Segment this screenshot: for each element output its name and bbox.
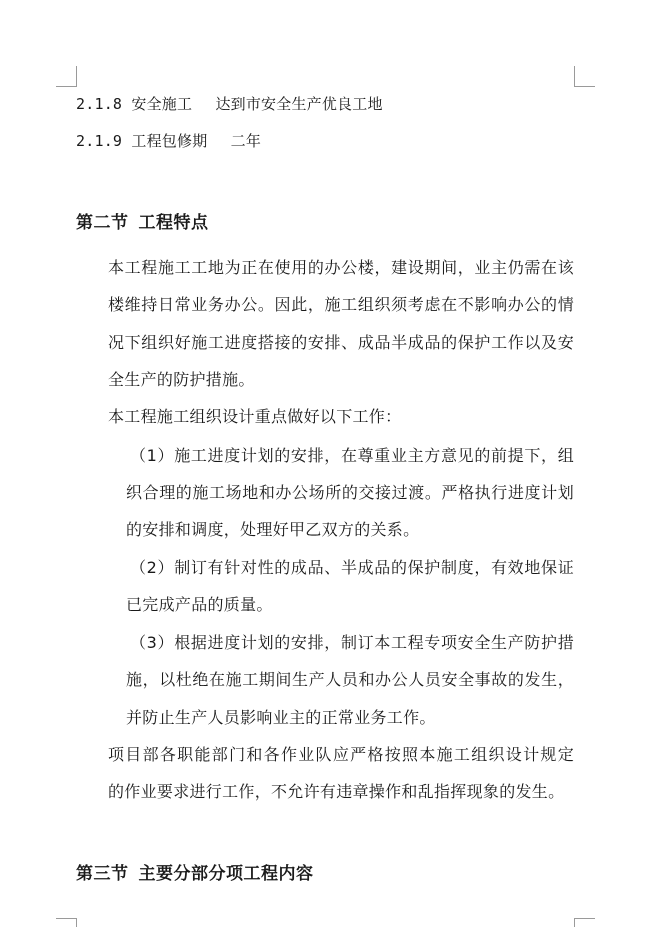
section-number: 第二节 [76,213,129,233]
paragraph-line: 况下组织好施工进度搭接的安排、成品半成品的保护工作以及安 [108,333,574,352]
spec-value: 二年 [230,132,262,150]
paragraph-line: 本工程施工工地为正在使用的办公楼，建设期间，业主仍需在该 [108,258,574,277]
list-item-line: 的安排和调度，处理好甲乙双方的关系。 [126,520,420,539]
list-item-line: 已完成产品的质量。 [126,595,273,614]
list-item-line: 施，以杜绝在施工期间生产人员和办公人员安全事故的发生， [126,670,574,689]
intro-line: 本工程施工组织设计重点做好以下工作： [108,407,402,426]
list-item-line: （3）根据进度计划的安排，制订本工程专项安全生产防护措 [130,633,574,652]
spec-number: 2.1.9 [76,132,123,150]
section-title: 工程特点 [138,213,209,233]
section-heading-3 [76,864,314,884]
spec-value: 达到市安全生产优良工地 [215,95,383,113]
list-item-line: （1）施工进度计划的安排，在尊重业主方意见的前提下，组 [130,446,574,465]
section-title: 主要分部分项工程内容 [138,864,314,884]
paragraph-line: 楼维持日常业务办公。因此，施工组织须考虑在不影响办公的情 [108,295,574,314]
list-item-line: 并防止生产人员影响业主的正常业务工作。 [126,708,436,727]
spec-number: 2.1.8 [76,95,123,113]
crop-mark-top-left [56,66,77,87]
spec-line-safety [76,94,383,114]
list-item-line: 织合理的施工场地和办公场所的交接过渡。严格执行进度计划 [126,483,574,502]
section-heading-2 [76,213,209,233]
paragraph-line: 项目部各职能部门和各作业队应严格按照本施工组织设计规定 [108,745,574,764]
crop-mark-top-right [574,66,595,87]
paragraph-line: 的作业要求进行工作，不允许有违章操作和乱指挥现象的发生。 [108,782,565,801]
spec-line-warranty [76,131,261,151]
paragraph-line: 全生产的防护措施。 [108,370,255,389]
section-number: 第三节 [76,864,129,884]
list-item-line: （2）制订有针对性的成品、半成品的保护制度，有效地保证 [130,558,574,577]
spec-label: 安全施工 [131,95,193,113]
spec-label: 工程包修期 [131,132,208,150]
